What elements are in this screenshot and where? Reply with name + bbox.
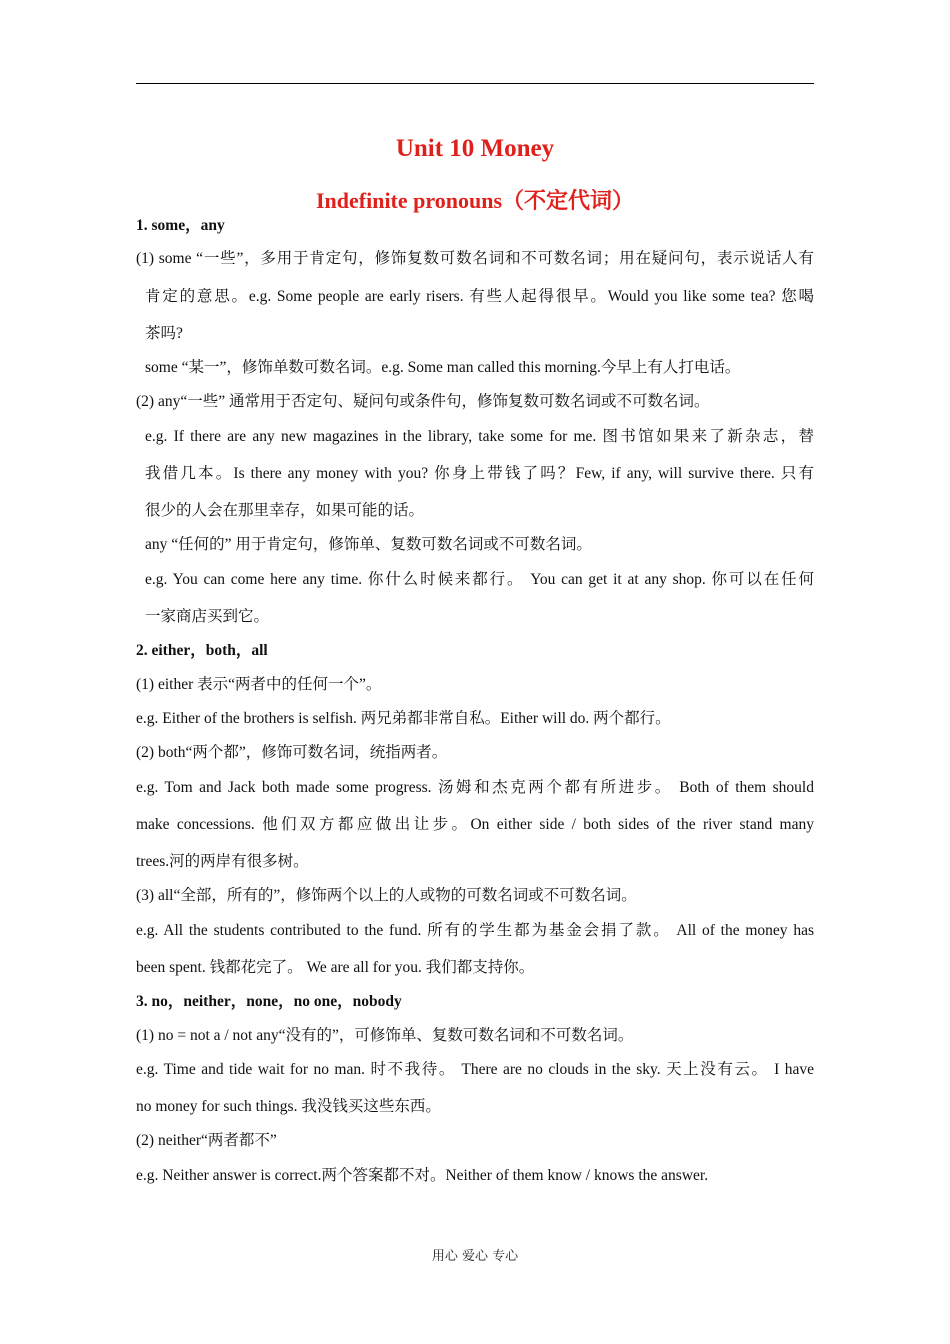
text-line: any “任何的” 用于肯定句，修饰单、复数可数名词或不可数名词。 — [145, 536, 592, 553]
text-line: (1) some “一些”，多用于肯定句，修饰复数可数名词和不可数名词；用在疑问句，表示说话人有 — [136, 250, 814, 267]
text-line: 很少的人会在那里幸存，如果可能的话。 — [145, 502, 425, 519]
text-line: (1) either 表示“两者中的任何一个”。 — [136, 676, 382, 693]
text-line: (1) no = not a / not any“没有的”，可修饰单、复数可数名词和不可数名词。 — [136, 1027, 634, 1044]
text-line: 我借几本。Is there any money with you? 你身上带钱了吗？Few, if any, will survive there. 只有 — [145, 465, 814, 482]
text-line: 肯定的意思。e.g. Some people are early risers. 有些人起得很早。Would you like some tea? 您喝 — [145, 288, 814, 305]
text-line: (3) all“全部，所有的”，修饰两个以上的人或物的可数名词或不可数名词。 — [136, 887, 637, 904]
text-line: make concessions. 他们双方都应做出让步。On either side / both sides of the river stand many — [136, 816, 814, 833]
section-heading: 3. no，neither，none，no one，nobody — [136, 993, 402, 1010]
text-line: e.g. Either of the brothers is selfish. 两兄弟都非常自私。Either will do. 两个都行。 — [136, 710, 671, 727]
text-line: (2) neither“两者都不” — [136, 1132, 277, 1149]
text-line: e.g. Time and tide wait for no man. 时不我待。 There are no clouds in the sky. 天上没有云。 I have — [136, 1061, 814, 1078]
section-heading: 1. some，any — [136, 217, 225, 234]
section-heading: 2. either，both，all — [136, 642, 268, 659]
text-line: (2) any“一些” 通常用于否定句、疑问句或条件句，修饰复数可数名词或不可数名词。 — [136, 393, 710, 410]
text-line: e.g. If there are any new magazines in the library, take some for me. 图书馆如果来了新杂志，替 — [145, 428, 814, 445]
text-line: trees.河的两岸有很多树。 — [136, 853, 309, 870]
page-subtitle: Indefinite pronouns（不定代词） — [315, 188, 635, 213]
text-line: no money for such things. 我没钱买这些东西。 — [136, 1098, 441, 1115]
text-line: some “某一”，修饰单数可数名词。e.g. Some man called this morning.今早上有人打电话。 — [145, 359, 741, 376]
text-line: (2) both“两个都”，修饰可数名词，统指两者。 — [136, 744, 448, 761]
text-line: 一家商店买到它。 — [145, 608, 270, 625]
text-line: been spent. 钱都花完了。 We are all for you. 我们都支持你。 — [136, 959, 535, 976]
header-rule — [136, 83, 814, 84]
page-title: Unit 10 Money — [395, 135, 555, 162]
text-line: e.g. Neither answer is correct.两个答案都不对。Neither of them know / knows the answer. — [136, 1167, 709, 1184]
text-line: e.g. Tom and Jack both made some progress. 汤姆和杰克两个都有所进步。 Both of them should — [136, 779, 814, 796]
text-line: e.g. All the students contributed to the fund. 所有的学生都为基金会捐了款。 All of the money has — [136, 922, 814, 939]
page-footer: 用心 爱心 专心 — [431, 1249, 519, 1264]
text-line: e.g. You can come here any time. 你什么时候来都行。 You can get it at any shop. 你可以在任何 — [145, 571, 814, 588]
text-line: 茶吗? — [145, 325, 183, 342]
